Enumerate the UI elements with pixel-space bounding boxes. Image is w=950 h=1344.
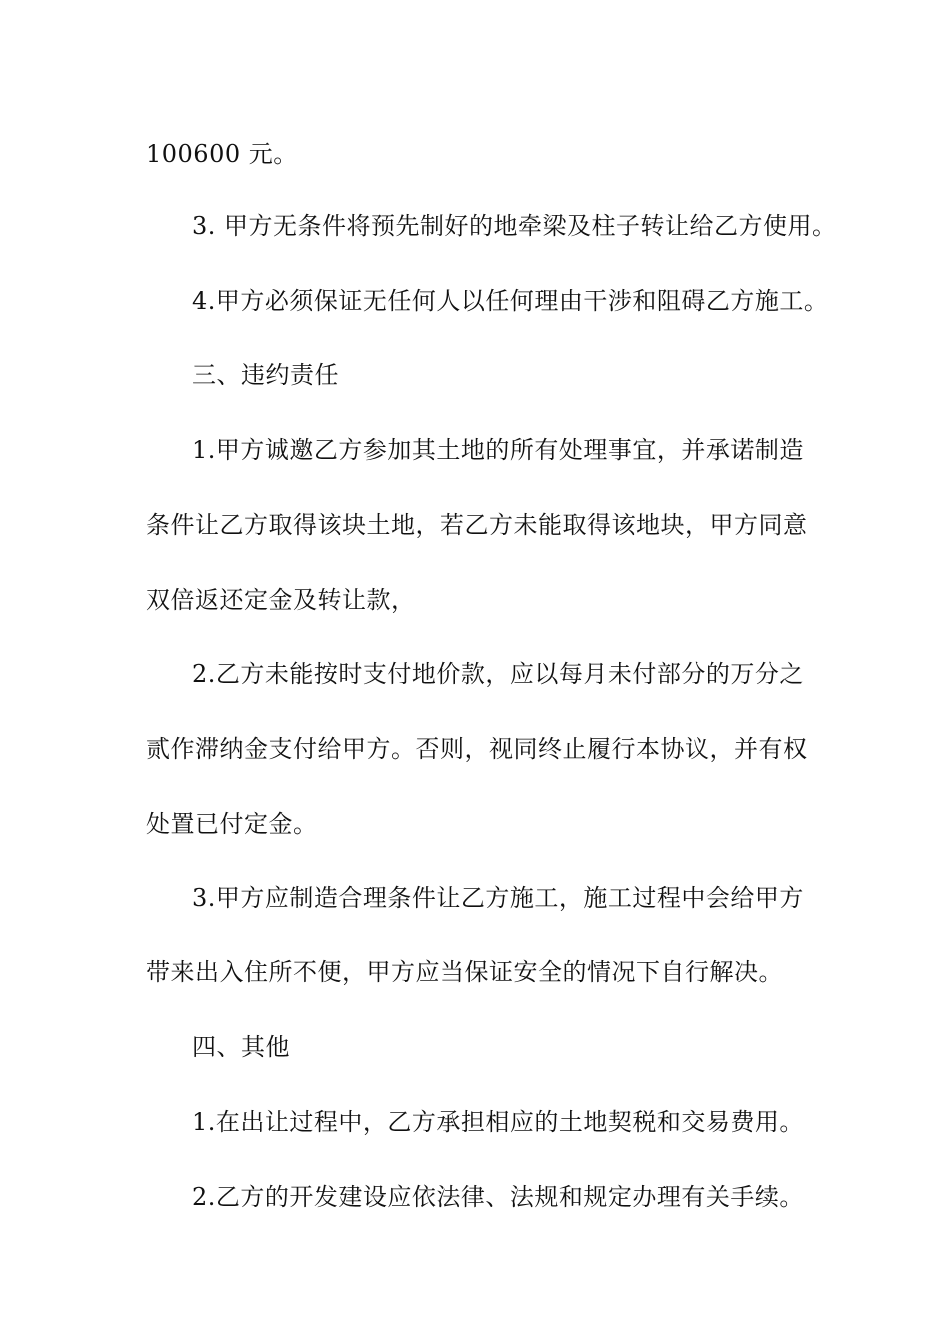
text-line: 带来出入住所不便，甲方应当保证安全的情况下自行解决。 <box>146 958 783 986</box>
text-line: 2.乙方未能按时支付地价款，应以每月未付部分的万分之 <box>192 660 804 688</box>
text-line: 2.乙方的开发建设应依法律、法规和规定办理有关手续。 <box>192 1183 804 1211</box>
text-line: 处置已付定金。 <box>146 810 318 838</box>
text-line: 条件让乙方取得该块土地，若乙方未能取得该地块，甲方同意 <box>146 511 808 539</box>
text-line: 双倍返还定金及转让款， <box>146 586 416 614</box>
text-line: 1.在出让过程中，乙方承担相应的土地契税和交易费用。 <box>192 1108 804 1136</box>
text-line: 4.甲方必须保证无任何人以任何理由干涉和阻碍乙方施工。 <box>192 287 829 315</box>
section-heading: 四、其他 <box>192 1033 290 1061</box>
text-line: 1.甲方诚邀乙方参加其土地的所有处理事宜，并承诺制造 <box>192 436 804 464</box>
text-line: 3. 甲方无条件将预先制好的地牵梁及柱子转让给乙方使用。 <box>192 212 837 240</box>
text-line: 100600 元。 <box>146 140 298 168</box>
section-heading: 三、违约责任 <box>192 361 339 389</box>
text-line: 贰作滞纳金支付给甲方。否则，视同终止履行本协议，并有权 <box>146 735 808 763</box>
text-line: 3.甲方应制造合理条件让乙方施工，施工过程中会给甲方 <box>192 884 804 912</box>
